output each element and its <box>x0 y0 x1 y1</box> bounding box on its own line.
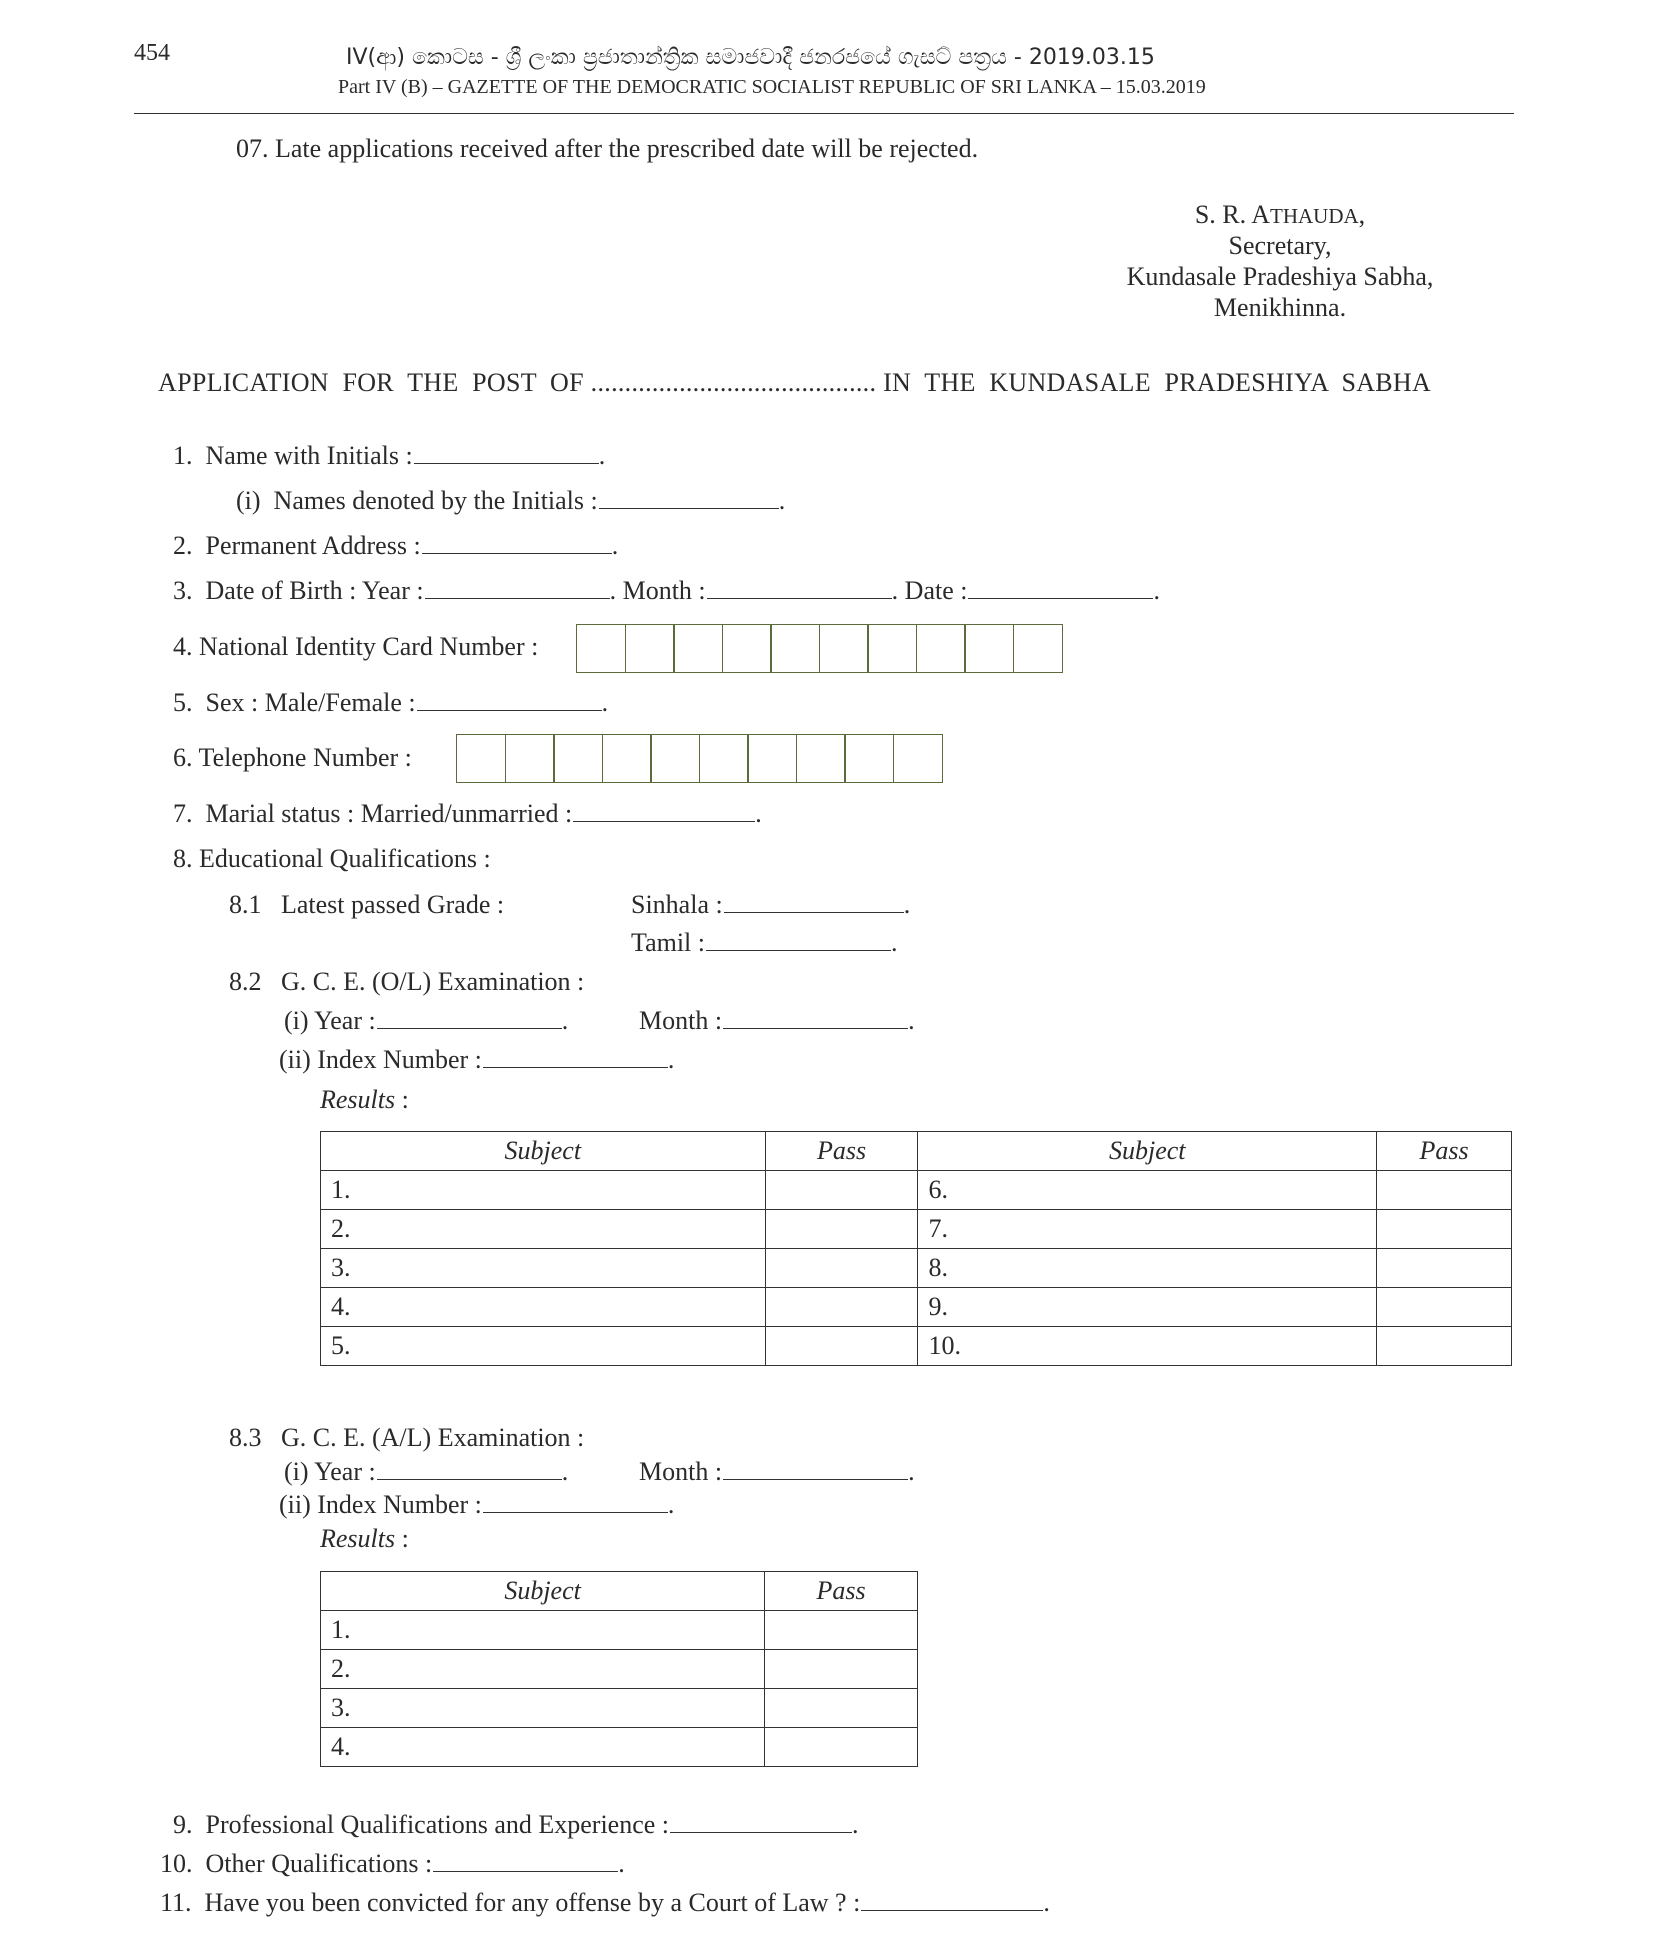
ol-pass-cell[interactable] <box>765 1249 918 1288</box>
al-subject-cell[interactable]: 1. <box>321 1611 765 1650</box>
al-subject-cell[interactable]: 2. <box>321 1650 765 1689</box>
field-marital-status: 7. Marial status : Married/unmarried : . <box>173 799 762 828</box>
grade-sinhala-input[interactable] <box>724 912 904 913</box>
nic-number-boxes[interactable] <box>576 624 1061 673</box>
field-sex: 5. Sex : Male/Female : . <box>173 688 609 717</box>
dob-month-input[interactable] <box>707 598 892 599</box>
ol-subject-cell[interactable]: 2. <box>321 1210 766 1249</box>
post-name-blank[interactable]: .......................................... <box>590 368 877 397</box>
al-year-input[interactable] <box>377 1479 562 1480</box>
ol-results-table <box>320 1131 1512 1366</box>
ol-pass-cell[interactable] <box>765 1210 918 1249</box>
field-al-month: Month : . <box>639 1457 915 1486</box>
field-convictions: 11. Have you been convicted for any offense by a Court of Law ? : . <box>160 1888 1050 1917</box>
permanent-address-input[interactable] <box>422 553 612 554</box>
ol-pass-cell[interactable] <box>1377 1288 1512 1327</box>
al-month-input[interactable] <box>723 1479 908 1480</box>
field-grade-tamil: Tamil : . <box>631 928 898 957</box>
ol-pass-cell[interactable] <box>1377 1327 1512 1366</box>
ol-subject-cell[interactable]: 8. <box>918 1249 1377 1288</box>
section-8-3-number: 8.3 <box>229 1423 262 1452</box>
field-name-with-initials: 1. Name with Initials : . <box>173 441 606 470</box>
table-row <box>321 1249 1512 1288</box>
table-row <box>321 1728 918 1767</box>
table-row <box>321 1327 1512 1366</box>
ol-pass-cell[interactable] <box>1377 1210 1512 1249</box>
ol-month-input[interactable] <box>723 1028 908 1029</box>
al-results-label: Results : <box>320 1524 409 1553</box>
header-title-english: Part IV (B) – GAZETTE OF THE DEMOCRATIC SOCIALIST REPUBLIC OF SRI LANKA – 15.03.2019 <box>338 76 1206 98</box>
signatory-place: Menikhinna. <box>1213 293 1347 322</box>
ol-pass-header: Pass <box>1377 1132 1512 1171</box>
ol-year-input[interactable] <box>377 1028 562 1029</box>
ol-subject-cell[interactable]: 1. <box>321 1171 766 1210</box>
al-pass-cell[interactable] <box>765 1611 918 1650</box>
ol-pass-cell[interactable] <box>1377 1171 1512 1210</box>
ol-pass-cell[interactable] <box>765 1288 918 1327</box>
signatory-name: S. R. ATHAUDA, <box>1194 200 1366 229</box>
field-permanent-address: 2. Permanent Address : . <box>173 531 619 560</box>
al-pass-cell[interactable] <box>765 1689 918 1728</box>
field-telephone-label: 6. Telephone Number : <box>173 743 412 772</box>
signatory-title: Secretary, <box>1228 231 1332 260</box>
field-professional-qualifications: 9. Professional Qualifications and Experience : . <box>173 1810 859 1839</box>
ol-subject-cell[interactable]: 4. <box>321 1288 766 1327</box>
header-rule <box>134 113 1514 114</box>
gce-ol-label: G. C. E. (O/L) Examination : <box>281 967 585 996</box>
marital-status-input[interactable] <box>573 821 755 822</box>
section-8-1-number: 8.1 <box>229 890 262 919</box>
field-ol-index: (ii) Index Number : . <box>279 1045 675 1074</box>
al-results-table <box>320 1571 918 1767</box>
field-educational-qualifications: 8. Educational Qualifications : <box>173 844 491 873</box>
table-row <box>321 1689 918 1728</box>
field-grade-sinhala: Sinhala : . <box>631 890 911 919</box>
table-header-row <box>321 1572 918 1611</box>
gce-al-label: G. C. E. (A/L) Examination : <box>281 1423 585 1452</box>
header-title-sinhala: IV(ආ) කොටස - ශ්‍රී ලංකා ප්‍රජාතාන්ත්‍රික සමාජවාදී ජනරජයේ ගැසට් පත්‍රය - 2019.03.15 <box>346 45 1155 70</box>
al-pass-cell[interactable] <box>765 1728 918 1767</box>
al-index-input[interactable] <box>483 1512 668 1513</box>
form-title: APPLICATION FOR THE POST OF .......................................... IN THE KUNDASALE PRADESHIYA SABHA <box>158 368 1432 397</box>
field-other-qualifications: 10. Other Qualifications : . <box>160 1849 625 1878</box>
table-header-row <box>321 1132 1512 1171</box>
ol-pass-cell[interactable] <box>765 1327 918 1366</box>
ol-results-label: Results : <box>320 1085 409 1114</box>
al-subject-cell[interactable]: 4. <box>321 1728 765 1767</box>
name-with-initials-input[interactable] <box>414 463 599 464</box>
other-qualifications-input[interactable] <box>433 1871 618 1872</box>
field-ol-year: (i) Year : . <box>284 1006 569 1035</box>
table-row <box>321 1611 918 1650</box>
dob-date-input[interactable] <box>968 598 1153 599</box>
table-row <box>321 1210 1512 1249</box>
ol-subject-cell[interactable]: 6. <box>918 1171 1377 1210</box>
table-row <box>321 1171 1512 1210</box>
sex-input[interactable] <box>417 710 602 711</box>
table-row <box>321 1650 918 1689</box>
ol-pass-cell[interactable] <box>765 1171 918 1210</box>
ol-subject-cell[interactable]: 3. <box>321 1249 766 1288</box>
al-subject-header: Subject <box>321 1572 765 1611</box>
ol-subject-header: Subject <box>321 1132 766 1171</box>
professional-qualifications-input[interactable] <box>670 1832 852 1833</box>
dob-year-input[interactable] <box>425 598 610 599</box>
field-nic-label: 4. National Identity Card Number : <box>173 632 539 661</box>
ol-subject-cell[interactable]: 7. <box>918 1210 1377 1249</box>
table-row <box>321 1288 1512 1327</box>
grade-tamil-input[interactable] <box>706 950 891 951</box>
signature-block <box>1080 200 1480 323</box>
al-subject-cell[interactable]: 3. <box>321 1689 765 1728</box>
convictions-input[interactable] <box>861 1910 1043 1911</box>
signatory-office: Kundasale Pradeshiya Sabha, <box>1126 262 1434 291</box>
field-al-index: (ii) Index Number : . <box>279 1490 675 1519</box>
ol-subject-cell[interactable]: 9. <box>918 1288 1377 1327</box>
latest-passed-grade-label: Latest passed Grade : <box>281 890 505 919</box>
ol-subject-cell[interactable]: 5. <box>321 1327 766 1366</box>
ol-index-input[interactable] <box>483 1067 668 1068</box>
ol-subject-header: Subject <box>918 1132 1377 1171</box>
field-ol-month: Month : . <box>639 1006 915 1035</box>
page-number: 454 <box>134 40 170 66</box>
al-pass-cell[interactable] <box>765 1650 918 1689</box>
section-8-2-number: 8.2 <box>229 967 262 996</box>
ol-subject-cell[interactable]: 10. <box>918 1327 1377 1366</box>
field-date-of-birth: 3. Date of Birth : Year : . Month : . Date : . <box>173 576 1160 605</box>
names-denoted-input[interactable] <box>599 508 779 509</box>
ol-pass-header: Pass <box>765 1132 918 1171</box>
field-names-denoted: (i) Names denoted by the Initials : . <box>236 486 786 515</box>
late-applications-note: 07. Late applications received after the prescribed date will be rejected. <box>236 134 979 163</box>
al-pass-header: Pass <box>765 1572 918 1611</box>
ol-pass-cell[interactable] <box>1377 1249 1512 1288</box>
telephone-number-boxes[interactable] <box>456 734 941 783</box>
field-al-year: (i) Year : . <box>284 1457 569 1486</box>
